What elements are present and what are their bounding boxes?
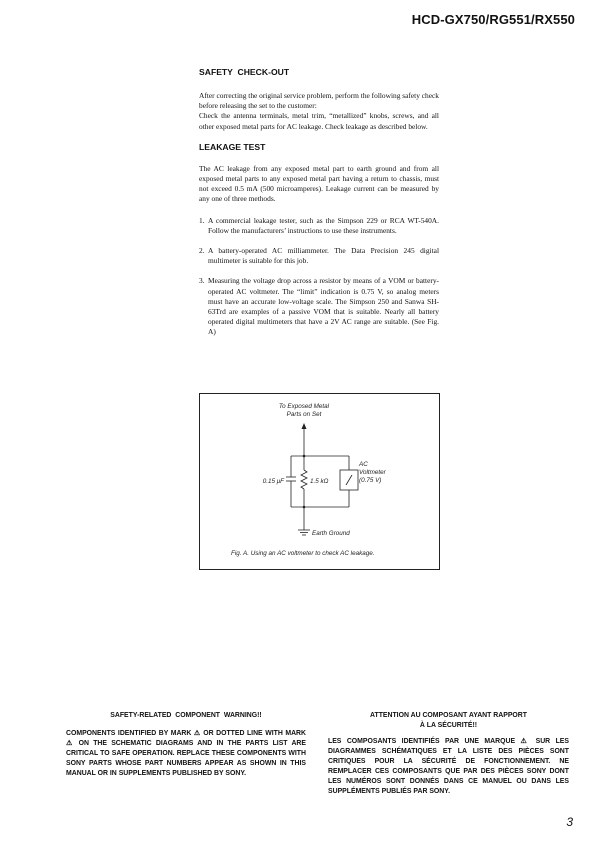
earth-ground-label: Earth Ground	[312, 530, 350, 537]
main-content	[199, 67, 439, 338]
warning-title-fr-line-2: À LA SÉCURITÉ!!	[419, 722, 478, 729]
meter-label-voltmeter: Voltmeter	[359, 469, 386, 476]
method-text: Measuring the voltage drop across a resistor by means of a VOM or battery-operated AC voltmeter. The “limit” indication is 0.75 V, so analog meters must have an accurate low-voltage scale. The Simpson 250 and Sanwa SH-63Trd are examples of a passive VOM that is suitable. Nearly all battery operated digital multimeters that have a 2V AC range are suitable. (See Fig. A)	[208, 276, 439, 337]
leakage-test-heading: LEAKAGE TEST	[199, 141, 266, 152]
warning-title-fr-line-1: ATTENTION AU COMPOSANT AYANT RAPPORT	[370, 712, 527, 719]
leakage-circuit-diagram	[200, 394, 439, 569]
meter-label-ac: AC	[359, 461, 368, 468]
figure-a-leakage-circuit	[199, 393, 440, 570]
figure-caption: Fig. A. Using an AC voltmeter to check AC leakage.	[231, 550, 375, 557]
resistor-value-label: 1.5 kΩ	[310, 478, 329, 485]
leakage-methods-list	[199, 216, 439, 338]
capacitor-value-label: 0.15 μF	[262, 478, 284, 485]
method-number: 3.	[199, 276, 205, 286]
page-number: 3	[566, 815, 573, 829]
label-parts-on-set: Parts on Set	[286, 411, 322, 418]
warning-title-fr	[328, 711, 569, 731]
junction-dot-top	[303, 455, 306, 458]
method-text: A commercial leakage tester, such as the Simpson 229 or RCA WT-540A. Follow the manufacturers’ instructions to use these instruments.	[208, 215, 439, 235]
method-number: 2.	[199, 246, 205, 256]
method-item-2	[199, 246, 439, 266]
probe-arrowhead	[302, 423, 307, 429]
leakage-body-paragraph: The AC leakage from any exposed metal part to earth ground and from all exposed metal parts to any exposed metal part having a return to chassis, must not exceed 0.5 mA (500 microamperes). Leakage current can be measured by any one of three methods.	[199, 163, 439, 204]
warning-body-fr: LES COMPOSANTS IDENTIFIÉS PAR UNE MARQUE ⚠ SUR LES DIAGRAMMES SCHÉMATIQUES ET LA LISTE DES PIÈCES SONT CRITIQUES POUR LA SÉCURITÉ DE FONCTIONNEMENT. NE REMPLACER CES COMPOSANTS QUE PAR DES PIÈCES SONY DONT LES NUMÉROS SONT DONNÉS DANS CE MANUEL OU DANS LES SUPPLÉMENTS PUBLIÉS PAR SONY.	[328, 738, 569, 795]
voltmeter-needle	[346, 475, 352, 485]
junction-dot-bottom	[303, 506, 306, 509]
safety-intro-paragraph: After correcting the original service problem, perform the following safety check before releasing the set to the customer:	[199, 91, 439, 111]
method-number: 1.	[199, 215, 205, 225]
document-model-title: HCD-GX750/RG551/RX550	[411, 12, 575, 27]
method-item-3	[199, 276, 439, 337]
resistor-zigzag	[301, 470, 307, 489]
safety-warning-french	[328, 711, 569, 797]
meter-label-range: (0.75 V)	[359, 477, 382, 484]
warning-title-en: SAFETY-RELATED COMPONENT WARNING!!	[110, 712, 262, 719]
method-text: A battery-operated AC milliammeter. The Data Precision 245 digital multimeter is suitable for this job.	[208, 246, 439, 266]
method-item-1	[199, 216, 439, 236]
safety-warning-english	[66, 711, 306, 779]
safety-checkout-heading: SAFETY CHECK-OUT	[199, 67, 290, 77]
safety-check-paragraph: Check the antenna terminals, metal trim, “metallized” knobs, screws, and all other exposed metal parts for AC leakage. Check leakage as described below.	[199, 111, 439, 131]
warning-body-en: COMPONENTS IDENTIFIED BY MARK ⚠ OR DOTTED LINE WITH MARK ⚠ ON THE SCHEMATIC DIAGRAMS AND IN THE PARTS LIST ARE CRITICAL TO SAFE OPERATION. REPLACE THESE COMPONENTS WITH SONY PARTS WHOSE PART NUMBERS APPEAR AS SHOWN IN THIS MANUAL OR IN SUPPLEMENTS PUBLISHED BY SONY.	[66, 730, 306, 777]
label-exposed-metal: To Exposed Metal	[278, 403, 330, 410]
